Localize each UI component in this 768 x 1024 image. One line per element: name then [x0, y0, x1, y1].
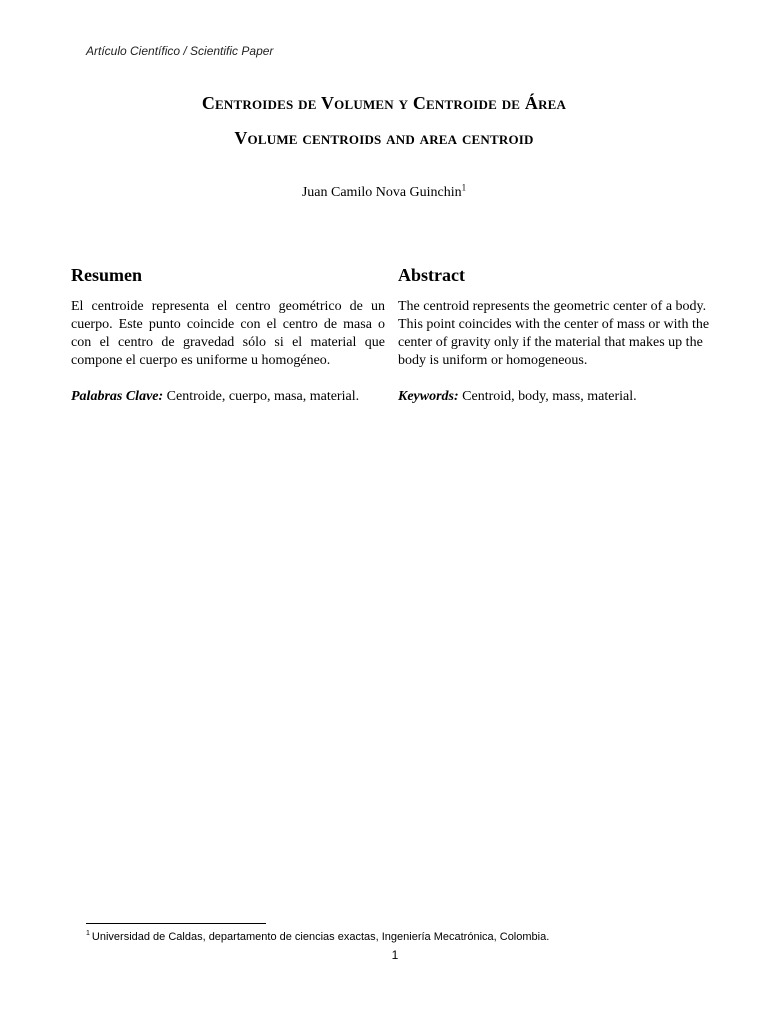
author-name: Juan Camilo Nova Guinchin	[301, 185, 462, 200]
abstract-keywords-text: Centroid, body, mass, material.	[458, 389, 637, 404]
abstract-body: The centroid represents the geometric center of a body. This point coincides with the center of mass or with the center of gravity only if the material that makes up the body is uniform or homogeneous.	[398, 299, 710, 368]
footnote	[86, 931, 549, 943]
resumen-keywords-text: Centroide, cuerpo, masa, material.	[163, 389, 360, 404]
resumen-body: El centroide representa el centro geométrico de un cuerpo. Este punto coincide con el centro de masa o con el centro de gravedad sólo si el material que compone el cuerpo es uniforme u homogéneo.	[71, 299, 385, 368]
abstract-keywords	[398, 388, 720, 406]
abstract-heading: Abstract	[398, 265, 465, 285]
resumen-keywords	[71, 388, 385, 406]
footnote-rule	[86, 923, 266, 924]
author-footnote-mark: 1	[461, 182, 467, 193]
footnote-text: Universidad de Caldas, departamento de ciencias exactas, Ingeniería Mecatrónica, Colombia.	[91, 931, 550, 943]
page-number: 1	[391, 948, 399, 962]
resumen-keywords-label: Palabras Clave:	[71, 389, 164, 404]
running-head: Artículo Científico / Scientific Paper	[86, 44, 274, 58]
title-english: Volume centroids and area centroid	[234, 128, 534, 148]
resumen-column	[71, 264, 385, 406]
abstract-column	[398, 264, 720, 406]
abstract-keywords-label: Keywords:	[398, 389, 459, 404]
title-spanish: Centroides de Volumen y Centroide de Área	[201, 93, 567, 113]
resumen-heading: Resumen	[71, 265, 142, 285]
footnote-mark: 1	[86, 930, 90, 938]
author-line	[0, 182, 768, 201]
